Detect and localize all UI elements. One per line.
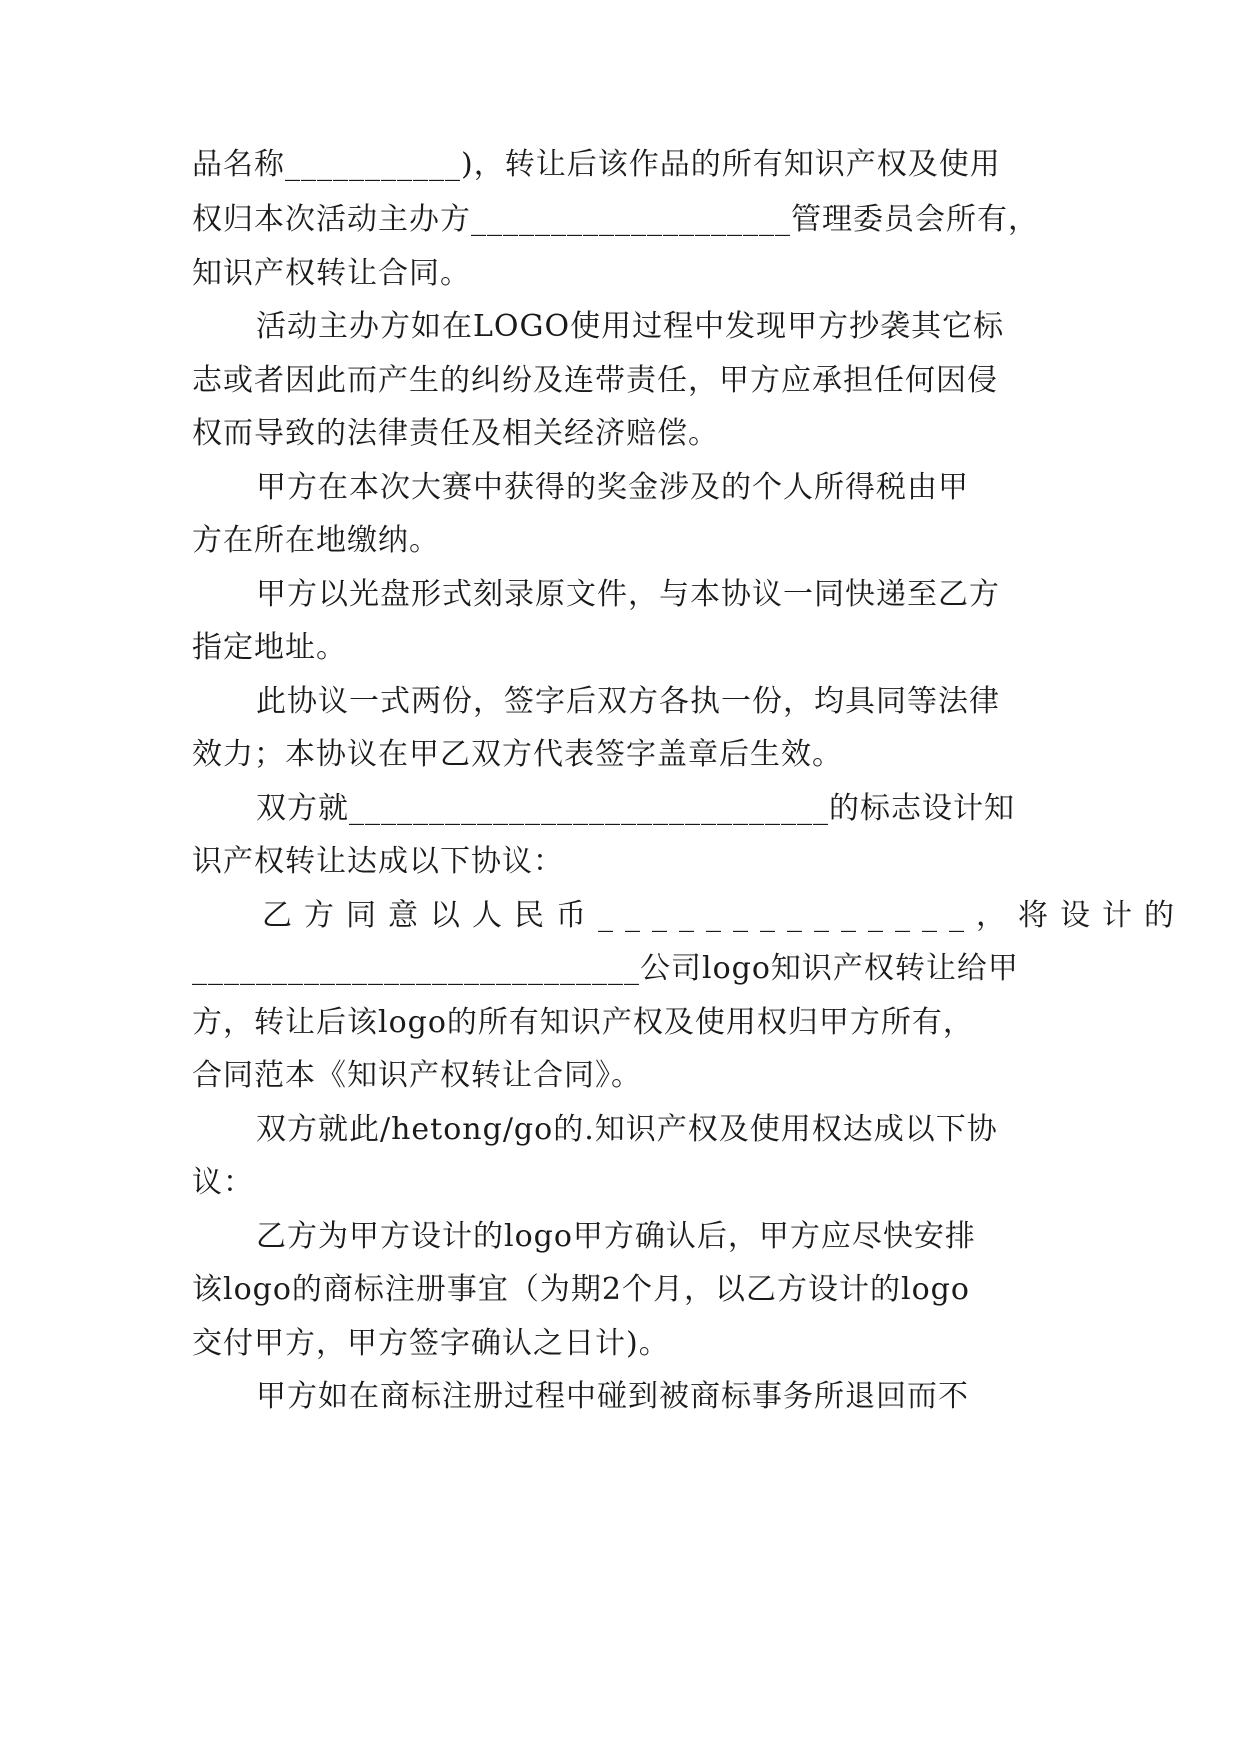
text-line: 知识产权转让合同。 xyxy=(192,256,471,291)
text-line: 志或者因此而产生的纠纷及连带责任，甲方应承担任何因侵 xyxy=(192,363,998,398)
text-line: 指定地址。 xyxy=(192,630,347,665)
paragraph-start-line: 双方就此/hetong/go的.知识产权及使用权达成以下协 xyxy=(256,1112,998,1147)
text-line: 效力；本协议在甲乙双方代表签字盖章后生效。 xyxy=(192,737,843,772)
text-line: 识产权转让达成以下协议： xyxy=(192,844,564,879)
paragraph-start-line: 乙方同意以人民币______________，将设计的 xyxy=(262,898,1186,933)
text-line: 议： xyxy=(192,1165,254,1200)
text-line: 品名称___________)，转让后该作品的所有知识产权及使用 xyxy=(192,147,1001,182)
text-line: 权而导致的法律责任及相关经济赔偿。 xyxy=(192,416,719,451)
text-line: 方，转让后该logo的所有知识产权及使用权归甲方所有， xyxy=(192,1005,974,1040)
text-line: 该logo的商标注册事宜（为期2个月，以乙方设计的logo xyxy=(192,1272,970,1307)
text-line: 方在所在地缴纳。 xyxy=(192,523,440,558)
paragraph-start-line: 甲方以光盘形式刻录原文件，与本协议一同快递至乙方 xyxy=(256,577,1000,612)
paragraph-start-line: 此协议一式两份，签字后双方各执一份，均具同等法律 xyxy=(256,684,1000,719)
text-line: ____________________________公司logo知识产权转让给甲 xyxy=(192,951,1019,986)
paragraph-start-line: 甲方如在商标注册过程中碰到被商标事务所退回而不 xyxy=(256,1379,969,1414)
paragraph-start-line: 甲方在本次大赛中获得的奖金涉及的个人所得税由甲 xyxy=(256,470,969,505)
paragraph-start-line: 双方就______________________________的标志设计知 xyxy=(256,791,1015,826)
text-line: 合同范本《知识产权转让合同》。 xyxy=(192,1058,642,1093)
text-line: 交付甲方，甲方签字确认之日计)。 xyxy=(192,1326,670,1361)
paragraph-start-line: 活动主办方如在LOGO使用过程中发现甲方抄袭其它标 xyxy=(256,309,1005,344)
text-line: 权归本次活动主办方____________________管理委员会所有， xyxy=(192,202,1039,237)
paragraph-start-line: 乙方为甲方设计的logo甲方确认后，甲方应尽快安排 xyxy=(256,1219,976,1254)
